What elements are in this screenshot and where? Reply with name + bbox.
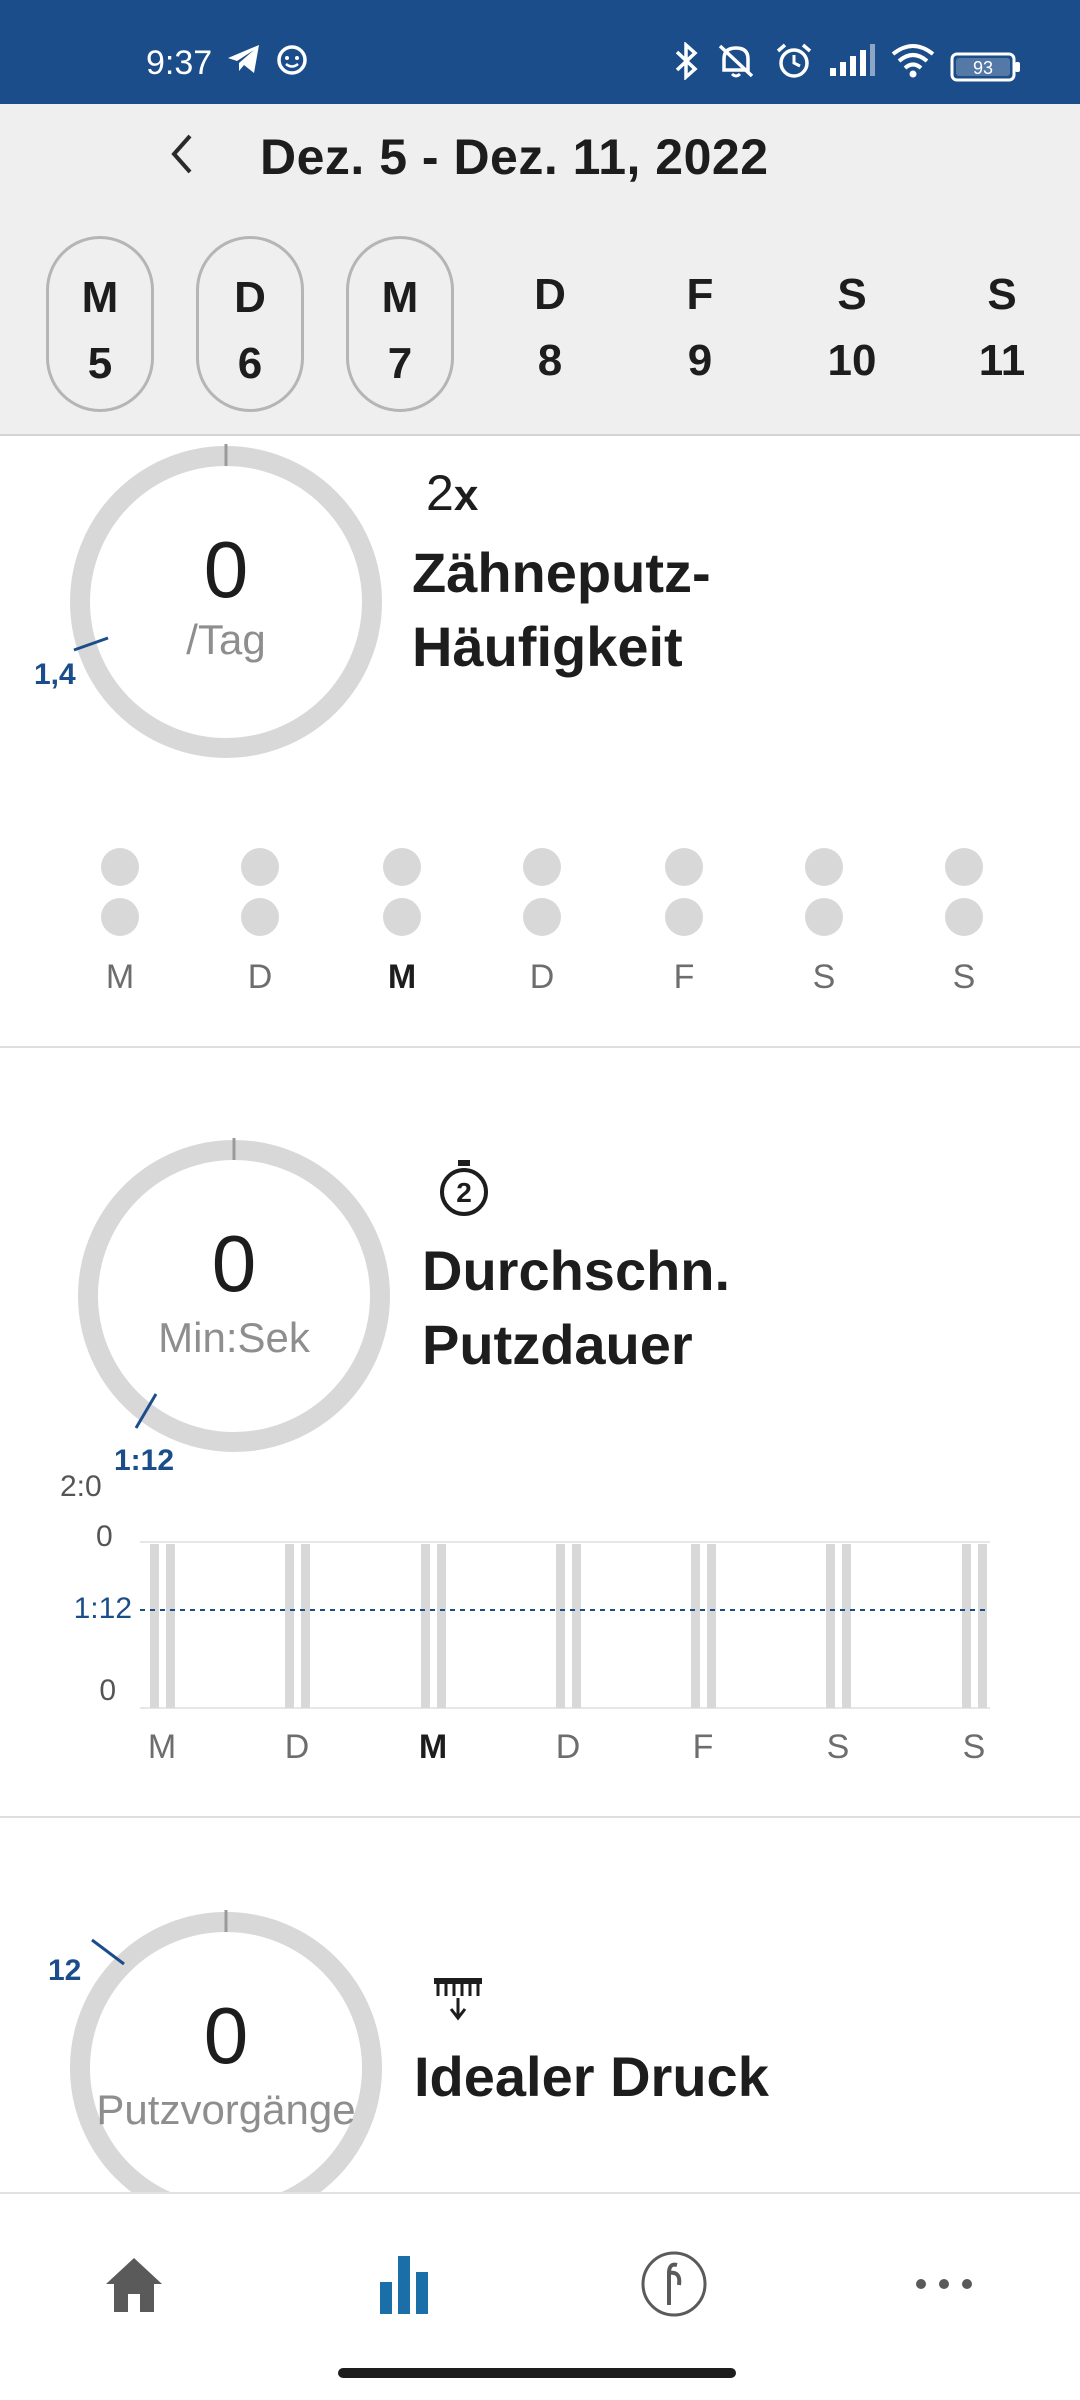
telegram-icon [226,42,262,81]
svg-text:2: 2 [456,1177,472,1208]
day-dots [934,848,994,948]
status-time: 9:37 [146,44,213,82]
status-bar [0,0,1080,104]
brush-head-icon [639,2249,709,2319]
duration-bar [301,1544,310,1708]
day-dots [372,848,432,948]
weekday-label: S [826,1728,850,1766]
frequency-target: 1,4 [34,658,76,691]
duration-bar [150,1544,159,1708]
day-pill[interactable] [496,236,604,412]
day-dots [794,848,854,948]
battery-level: 93 [972,58,994,78]
weekday-label: M [387,958,417,996]
weekday-label: S [952,958,976,996]
duration-title-line2: Putzdauer [422,1313,693,1376]
day-pill-number: 6 [237,339,263,388]
muted-bell-icon [716,42,756,85]
day-pill-letter: M [381,273,419,322]
brushing-dot [665,898,703,936]
duration-value: 0 [211,1219,257,1308]
duration-bar [421,1544,430,1708]
day-dots [230,848,290,948]
card-divider [0,1816,1080,1818]
pressure-target: 12 [48,1954,82,1987]
day-dots [90,848,150,948]
brushing-dot [523,898,561,936]
day-pill-number: 11 [978,336,1026,385]
weekday-label: S [962,1728,986,1766]
brushing-dot [805,848,843,886]
brushing-dot [945,848,983,886]
brushing-dot [665,848,703,886]
brushing-dot [383,848,421,886]
duration-unit: Min:Sek [158,1314,310,1361]
duration-y-top-line1: 2:0 [60,1470,102,1503]
weekday-label: M [418,1728,448,1766]
pressure-unit: Putzvorgänge [96,2086,356,2133]
day-pill-letter: M [81,273,119,322]
duration-bar [826,1544,835,1708]
day-pill-number: 5 [87,339,113,388]
day-dots [654,848,714,948]
duration-bar [437,1544,446,1708]
bluetooth-icon [674,42,700,85]
date-range-title: Dez. 5 - Dez. 11, 2022 [260,129,769,185]
weekday-label: M [147,1728,177,1766]
nav-home[interactable] [84,2244,184,2324]
duration-target: 1:12 [114,1444,175,1477]
nav-stats[interactable] [354,2244,454,2324]
duration-bar [842,1544,851,1708]
day-pill[interactable] [346,236,454,412]
duration-bar [285,1544,294,1708]
weekday-label: F [692,1728,714,1766]
duration-title [422,1234,730,1382]
cat-face-icon [274,42,310,81]
home-icon [102,2254,166,2314]
battery-icon [950,52,1022,87]
weekday-label: F [673,958,695,996]
stopwatch-icon [436,1158,492,1218]
brushing-dot [101,848,139,886]
more-icon [914,2277,974,2291]
pressure-title: Idealer Druck [414,2045,769,2108]
day-pill-number: 9 [687,336,713,385]
weekday-label: D [247,958,273,996]
back-button[interactable] [158,124,206,184]
duration-y-mid-label: 1:12 [73,1592,132,1625]
day-pill[interactable] [798,236,906,412]
home-indicator[interactable] [338,2368,736,2378]
frequency-title-line2: Häufigkeit [412,615,683,678]
weekday-label: M [105,958,135,996]
brushing-dot [383,898,421,936]
frequency-title [412,536,711,684]
day-pill[interactable] [196,236,304,412]
day-pill-number: 10 [827,336,877,385]
day-pill-number: 8 [537,336,563,385]
duration-y-top-label [60,1462,130,1562]
frequency-goal-count: 2 [426,465,454,521]
frequency-title-line1: Zähneputz- [412,541,711,604]
duration-bar [166,1544,175,1708]
day-dots [512,848,572,948]
card-divider [0,1046,1080,1048]
signal-icon [828,42,876,83]
nav-brush-head[interactable] [624,2244,724,2324]
brushing-dot [805,898,843,936]
duration-bar [691,1544,700,1708]
duration-bar [572,1544,581,1708]
duration-bar [556,1544,565,1708]
brushing-dot [241,898,279,936]
frequency-value: 0 [203,525,249,614]
pressure-value: 0 [203,1991,249,2080]
frequency-unit: /Tag [186,616,266,663]
weekday-label: D [555,1728,581,1766]
day-pill-number: 7 [387,339,413,388]
day-pill[interactable] [46,236,154,412]
alarm-icon [774,42,814,85]
duration-bar [962,1544,971,1708]
day-pill-letter: D [534,270,566,319]
duration-bar [978,1544,987,1708]
day-pill[interactable] [948,236,1056,412]
day-pill-letter: S [987,270,1017,319]
duration-bar [707,1544,716,1708]
brushing-dot [101,898,139,936]
nav-more[interactable] [894,2244,994,2324]
day-pill-letter: S [837,270,867,319]
weekday-label: S [812,958,836,996]
brushing-dot [945,898,983,936]
brushing-dot [241,848,279,886]
frequency-goal-multiplier: x [453,471,479,520]
stats-icon [376,2252,432,2316]
chevron-left-icon [158,124,206,184]
brushing-dot [523,848,561,886]
wifi-icon [890,42,936,83]
weekday-label: D [284,1728,310,1766]
frequency-goal [426,464,478,522]
day-pill[interactable] [646,236,754,412]
day-pill-letter: F [686,270,714,319]
day-pill-letter: D [234,273,266,322]
pressure-icon [432,1976,484,2022]
duration-bar-chart [140,1540,990,1710]
weekday-label: D [529,958,555,996]
duration-title-line1: Durchschn. [422,1239,731,1302]
duration-y-bottom-label: 0 [99,1674,116,1707]
duration-y-top-line2: 0 [96,1520,113,1553]
